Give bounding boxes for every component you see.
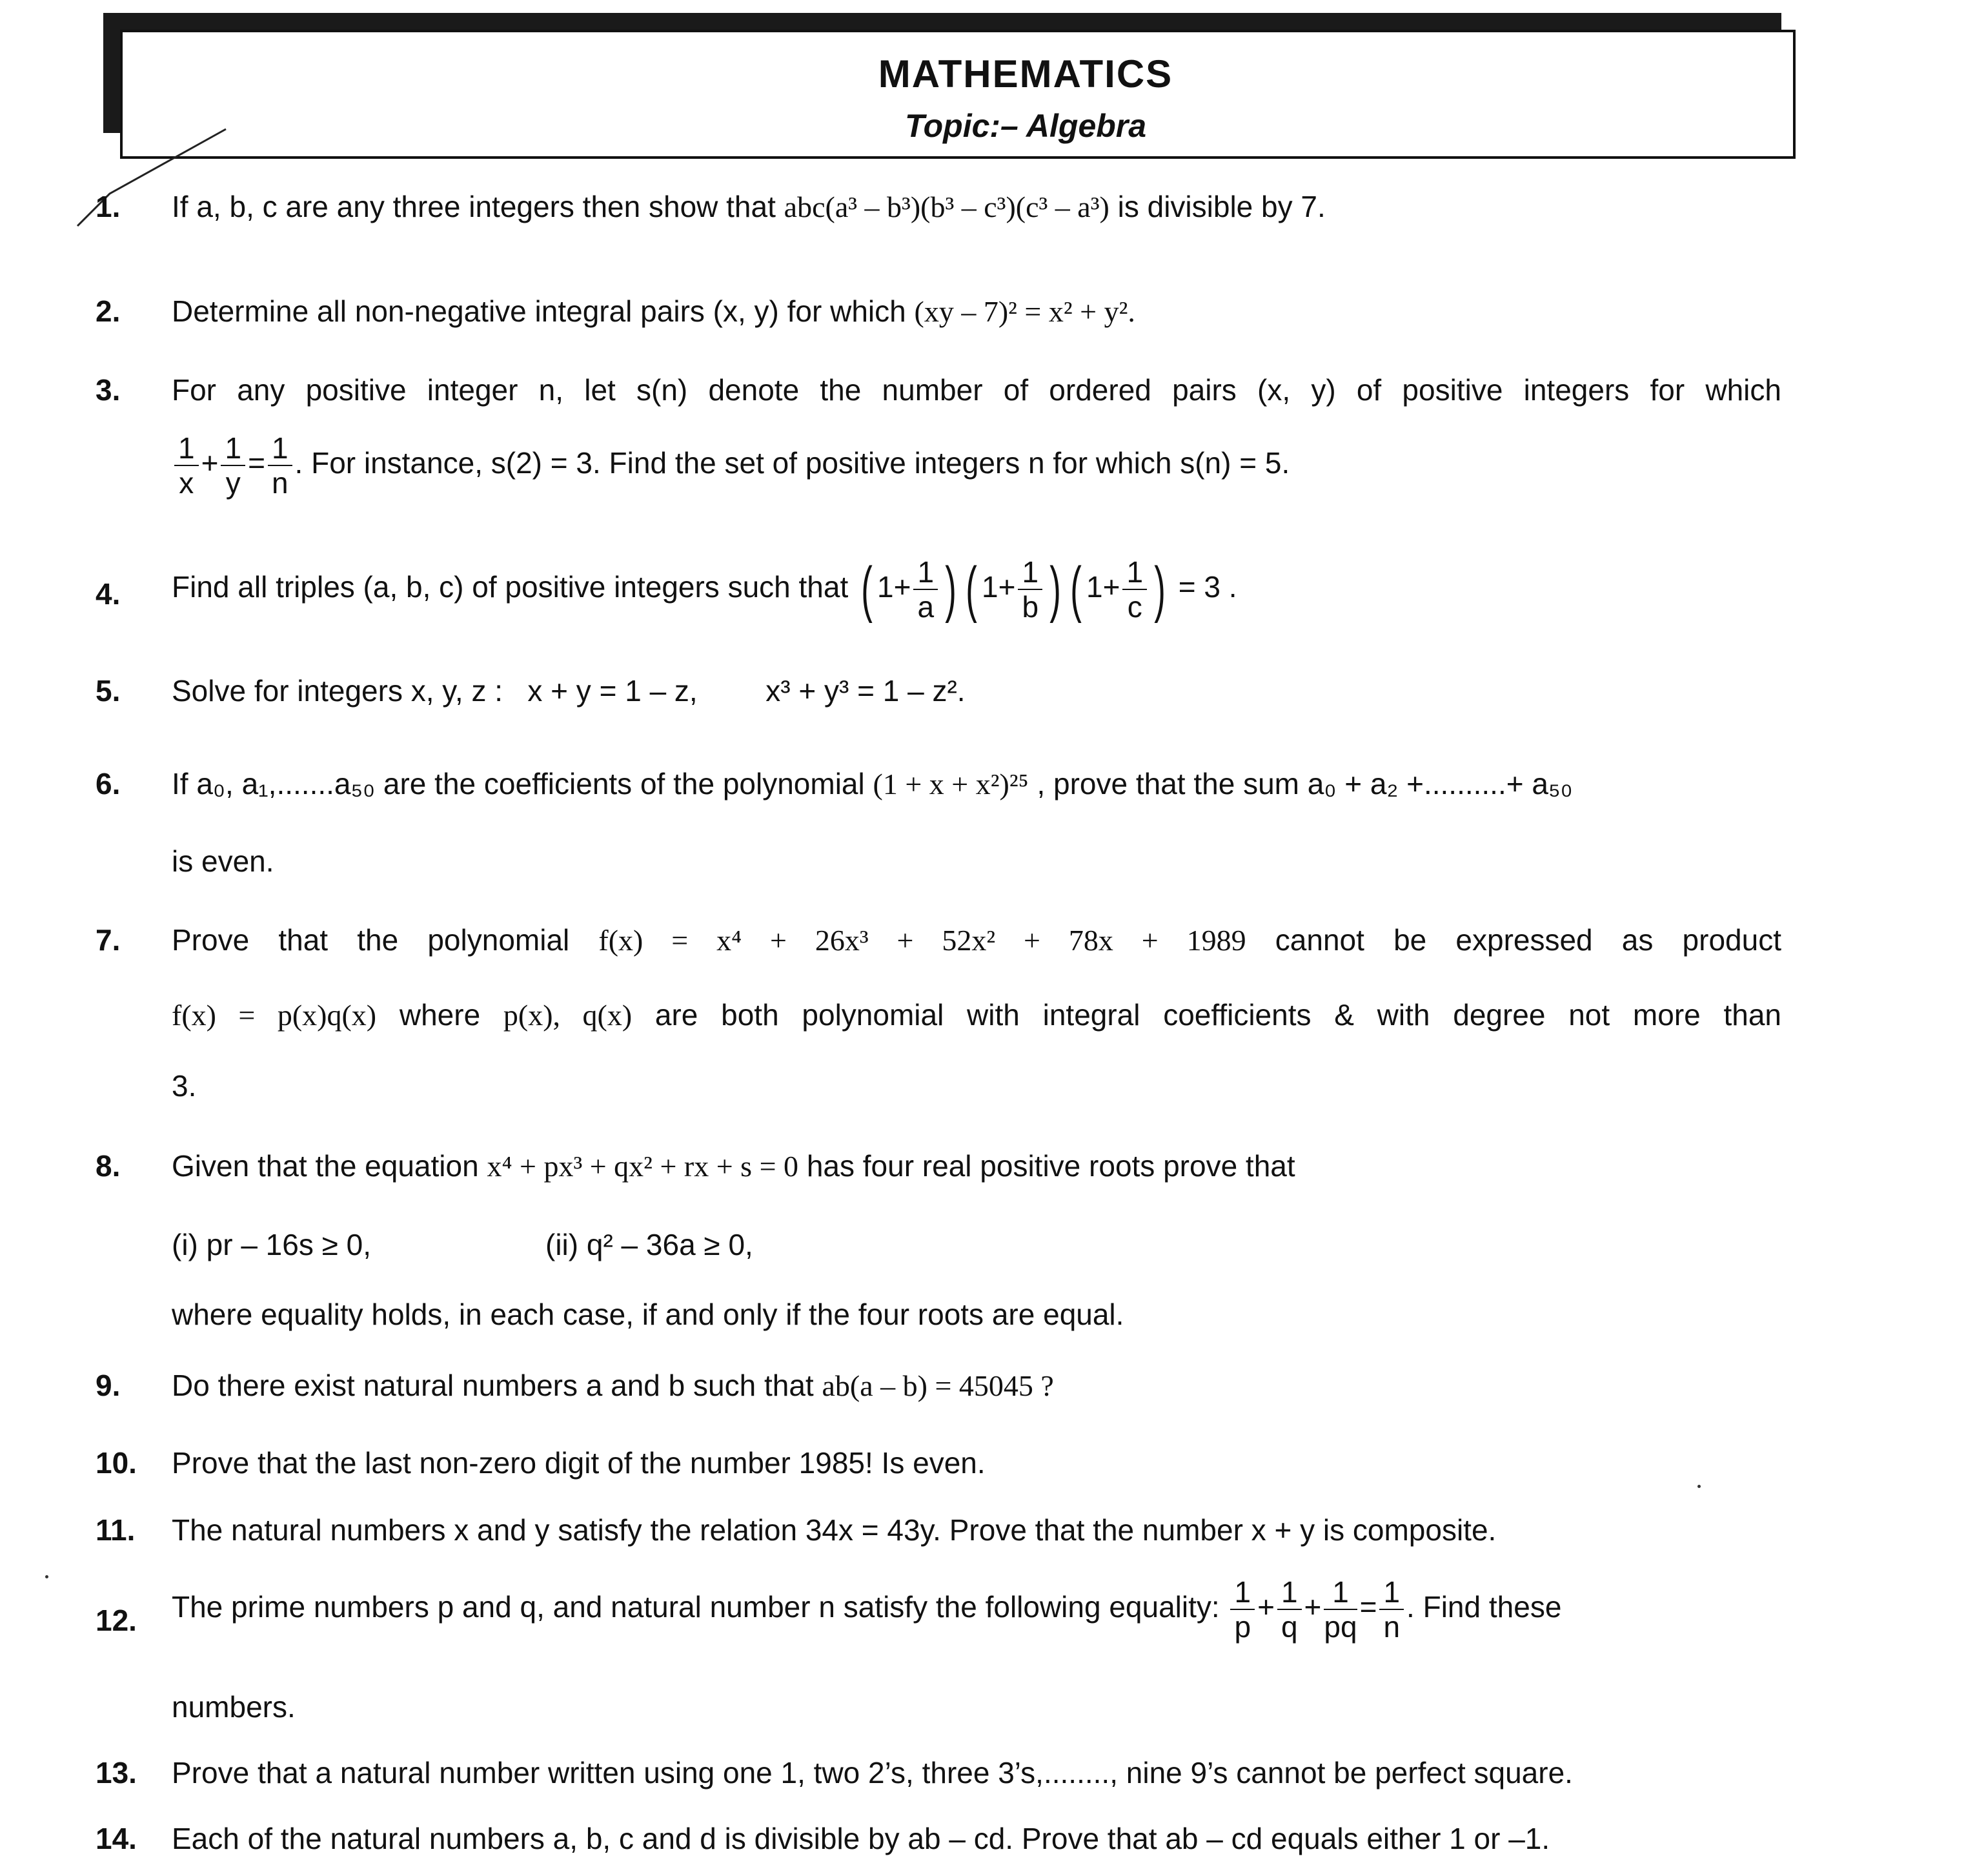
question-number: 4. bbox=[96, 577, 121, 611]
question-text: has four real positive roots prove that bbox=[806, 1149, 1295, 1183]
question-text: numbers. bbox=[172, 1690, 296, 1724]
fraction: $\frac{1}{p}$ bbox=[1230, 1575, 1255, 1644]
question-text: Find all triples (a, b, c) of positive integers such that bbox=[172, 570, 849, 604]
scan-speck bbox=[1697, 1485, 1701, 1488]
fraction: $\frac{1}{y}$ bbox=[221, 431, 245, 500]
fraction: $\frac{1}{pq}$ bbox=[1324, 1575, 1357, 1644]
question-text: . Find these bbox=[1406, 1590, 1562, 1624]
question-number: 12. bbox=[96, 1604, 137, 1637]
math-expression: x + y = 1 – z, bbox=[527, 674, 698, 708]
question-number: 8. bbox=[96, 1149, 121, 1183]
question-text: If a, b, c are any three integers then show that bbox=[172, 190, 776, 223]
question-text: cannot be expressed as product bbox=[1275, 923, 1781, 957]
math-expression: (xy – 7)² = x² + y². bbox=[914, 295, 1135, 328]
question-text: For any positive integer n, let s(n) denote the number of ordered pairs (x, y) of positive integers for which bbox=[172, 373, 1781, 407]
question-text: Each of the natural numbers a, b, c and d is divisible by ab – cd. Prove that ab – cd equals either 1 or –1. bbox=[172, 1822, 1550, 1855]
math-expression: f(x) = x⁴ + 26x³ + 52x² + 78x + 1989 bbox=[598, 924, 1246, 957]
question-text: The prime numbers p and q, and natural number n satisfy the following equality: bbox=[172, 1590, 1220, 1624]
question-number: 2. bbox=[96, 294, 121, 328]
question-text: is divisible by 7. bbox=[1117, 190, 1326, 223]
math-expression: ab(a – b) = 45045 ? bbox=[822, 1369, 1054, 1402]
question-number: 6. bbox=[96, 767, 121, 800]
question-text: = 3 . bbox=[1178, 570, 1237, 604]
question-text: 3. bbox=[172, 1069, 197, 1103]
question-part: (i) pr – 16s ≥ 0, bbox=[172, 1228, 372, 1261]
question-text: where bbox=[399, 998, 481, 1032]
math-expression: p(x), q(x) bbox=[503, 999, 633, 1032]
fraction: $\frac{1}{n}$ bbox=[268, 431, 292, 500]
scan-speck bbox=[45, 1575, 48, 1578]
fraction: $\frac{1}{n}$ bbox=[1379, 1575, 1404, 1644]
fraction: $\frac{1}{a}$ bbox=[913, 555, 938, 624]
worksheet-page: MATHEMATICS Topic:– Algebra 1. If a, b, c are any three integers then show that abc(a³ – b³)(b³ – c³)(c³ – a³) is divisible by 7. 2. Determine all non-negative integral pairs (x, y) for which (xy – 7)² = x² + y². 3. For any positive integer n, let s(n) denote the number of ordered pairs (x, y) of positive integers for which $\frac{1}{x}$ + $\frac{1}{y}$ = $\frac{1}{n}$ . For instance, s(2) = 3. Find the set of positive integers n for which s(n) = 5. 4. Find all triples (a, b, c) of positive integers such that ( 1+ $\frac{1}{a}$ ) ( 1+ $\frac{1}{b}$ ) ( 1+ $\frac{1}{c}$ ) = 3 . 5. Solve for integers x, y, z : x + y = 1 – z, x³ + y³ = 1 – z². 6. If a₀, a₁,.......a₅₀ are the coefficients of the polynomial (1 + x + x²)²⁵ , prove that the sum a₀ + a₂ +..........+ a₅₀ is even. 7. Prove that the polynomial f(x) = x⁴ + 26x³ + 52x² + 78x + 1989 cannot be expressed as product f(x) = p(x)q(x) where p(x), q(x) are both polynomial with integral coefficients & with degree not more than 3. 8. Given that the equation x⁴ + px³ + qx² + rx + s = 0 has four real positive roots prove that (i) pr – 16s ≥ 0, (ii) q² – 36a ≥ 0, where equality holds, in each case, if and only if the four roots are equal. 9. Do there exist natural numbers a and b such that ab(a – b) = 45045 ? 10. Prove that the last non-zero digit of the number 1985! Is even. 11. The natural numbers x and y satisfy the relation 34x = 43y. Prove that the number x + y is composite. 12. The prime numbers p and q, and natural number n satisfy the following equality: $\frac{1}{p}$ + $\frac{1}{q}$ + $\frac{1}{pq}$ = $\frac{1}{n}$ . Find these numbers. 13. Prove that a natural number written using one 1, two 2’s, three 3’s,........, nine 9’s cannot be perfect square. 14. Each of the natural numbers a, b, c and d is divisible by ab – cd. Prove that ab – cd equals either 1 or –1. bbox=[0, 0, 1975, 1876]
fraction: $\frac{1}{q}$ bbox=[1277, 1575, 1302, 1644]
question-text: The natural numbers x and y satisfy the relation 34x = 43y. Prove that the number x + y is composite. bbox=[172, 1513, 1497, 1547]
math-expression: (1 + x + x²)²⁵ bbox=[873, 768, 1029, 800]
question-text: is even. bbox=[172, 844, 274, 878]
math-expression: abc(a³ – b³)(b³ – c³)(c³ – a³) bbox=[784, 190, 1109, 223]
fraction: $\frac{1}{c}$ bbox=[1122, 555, 1147, 624]
question-text: Prove that the last non-zero digit of the number 1985! Is even. bbox=[172, 1446, 986, 1480]
fraction: $\frac{1}{b}$ bbox=[1018, 555, 1042, 624]
math-expression: x³ + y³ = 1 – z². bbox=[765, 674, 966, 708]
question-part: (ii) q² – 36a ≥ 0, bbox=[545, 1228, 753, 1261]
question-text: Solve for integers x, y, z : bbox=[172, 674, 503, 708]
page-title: MATHEMATICS bbox=[878, 52, 1173, 96]
question-text: where equality holds, in each case, if and only if the four roots are equal. bbox=[172, 1298, 1124, 1331]
question-text: . For instance, s(2) = 3. Find the set of positive integers n for which s(n) = 5. bbox=[294, 446, 1290, 480]
question-text: Prove that a natural number written using one 1, two 2’s, three 3’s,........, nine 9’s cannot be perfect square. bbox=[172, 1756, 1573, 1789]
question-text: Given that the equation bbox=[172, 1149, 479, 1183]
question-number: 11. bbox=[96, 1513, 136, 1547]
question-number: 13. bbox=[96, 1756, 137, 1789]
question-number: 9. bbox=[96, 1369, 121, 1402]
question-text: , prove that the sum a₀ + a₂ +..........+ a₅₀ bbox=[1037, 767, 1573, 800]
question-number: 3. bbox=[96, 373, 121, 407]
fraction: $\frac{1}{x}$ bbox=[174, 431, 199, 500]
question-text: Do there exist natural numbers a and b such that bbox=[172, 1369, 814, 1402]
question-text: If a₀, a₁,.......a₅₀ are the coefficients of the polynomial bbox=[172, 767, 865, 800]
question-number: 14. bbox=[96, 1822, 137, 1855]
math-expression: f(x) = p(x)q(x) bbox=[172, 999, 377, 1032]
question-number: 10. bbox=[96, 1446, 137, 1480]
question-text: Determine all non-negative integral pairs (x, y) for which bbox=[172, 294, 906, 328]
math-expression: x⁴ + px³ + qx² + rx + s = 0 bbox=[487, 1150, 799, 1183]
question-text: are both polynomial with integral coefficients & with degree not more than bbox=[654, 998, 1781, 1032]
question-number: 5. bbox=[96, 674, 121, 708]
page-topic: Topic:– Algebra bbox=[904, 108, 1147, 144]
question-number: 1. bbox=[96, 190, 121, 223]
question-text: Prove that the polynomial bbox=[172, 923, 570, 957]
header-box bbox=[120, 30, 1796, 159]
question-number: 7. bbox=[96, 923, 121, 957]
